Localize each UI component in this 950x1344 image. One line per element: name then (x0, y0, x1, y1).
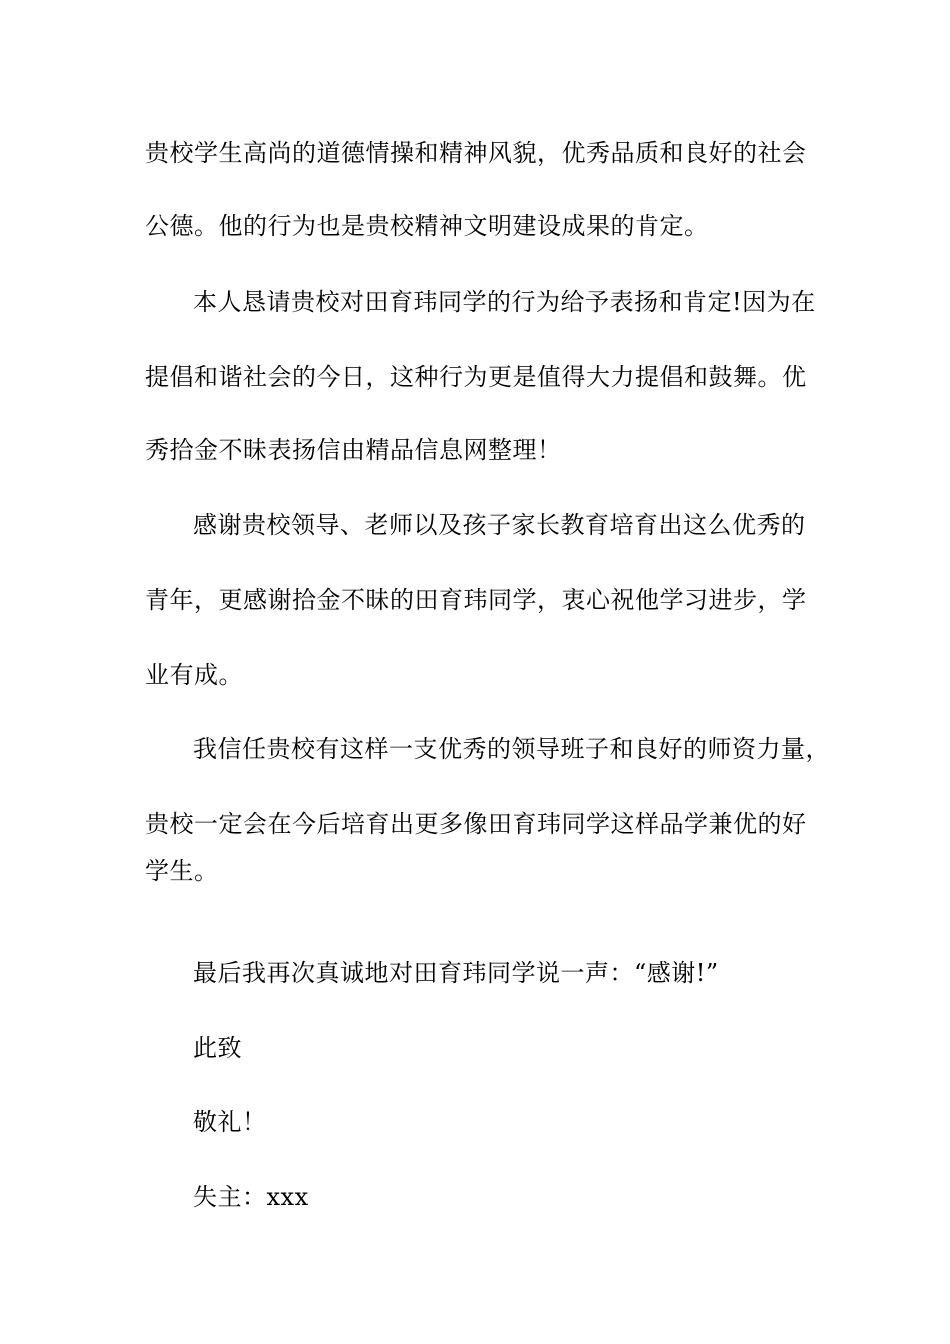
paragraph-line: 秀拾金不昧表扬信由精品信息网整理！ (145, 436, 562, 464)
paragraph-line: 本人恳请贵校对田育玮同学的行为给予表扬和肯定!因为在 (193, 288, 816, 316)
paragraph-line: 提倡和谐社会的今日，这种行为更是值得大力提倡和鼓舞。优 (145, 363, 807, 391)
paragraph-line: 我信任贵校有这样一支优秀的领导班子和良好的师资力量， (193, 735, 830, 763)
paragraph-line: 学生。 (145, 857, 219, 885)
salutation-line: 此致 (193, 1034, 242, 1062)
paragraph-line: 感谢贵校领导、老师以及孩子家长教育培育出这么优秀的 (193, 511, 806, 539)
paragraph-line: 公德。他的行为也是贵校精神文明建设成果的肯定。 (145, 212, 709, 240)
paragraph-line: 贵校一定会在今后培育出更多像田育玮同学这样品学兼优的好 (145, 810, 807, 838)
signature-line: 失主：xxx (193, 1183, 309, 1211)
paragraph-line: 青年，更感谢拾金不昧的田育玮同学，衷心祝他学习进步，学 (145, 586, 807, 614)
salutation-line: 敬礼！ (193, 1108, 267, 1136)
closing-line: 最后我再次真诚地对田育玮同学说一声：“感谢!” (193, 959, 719, 987)
paragraph-line: 业有成。 (145, 661, 243, 689)
paragraph-line: 贵校学生高尚的道德情操和精神风貌，优秀品质和良好的社会 (145, 139, 807, 167)
